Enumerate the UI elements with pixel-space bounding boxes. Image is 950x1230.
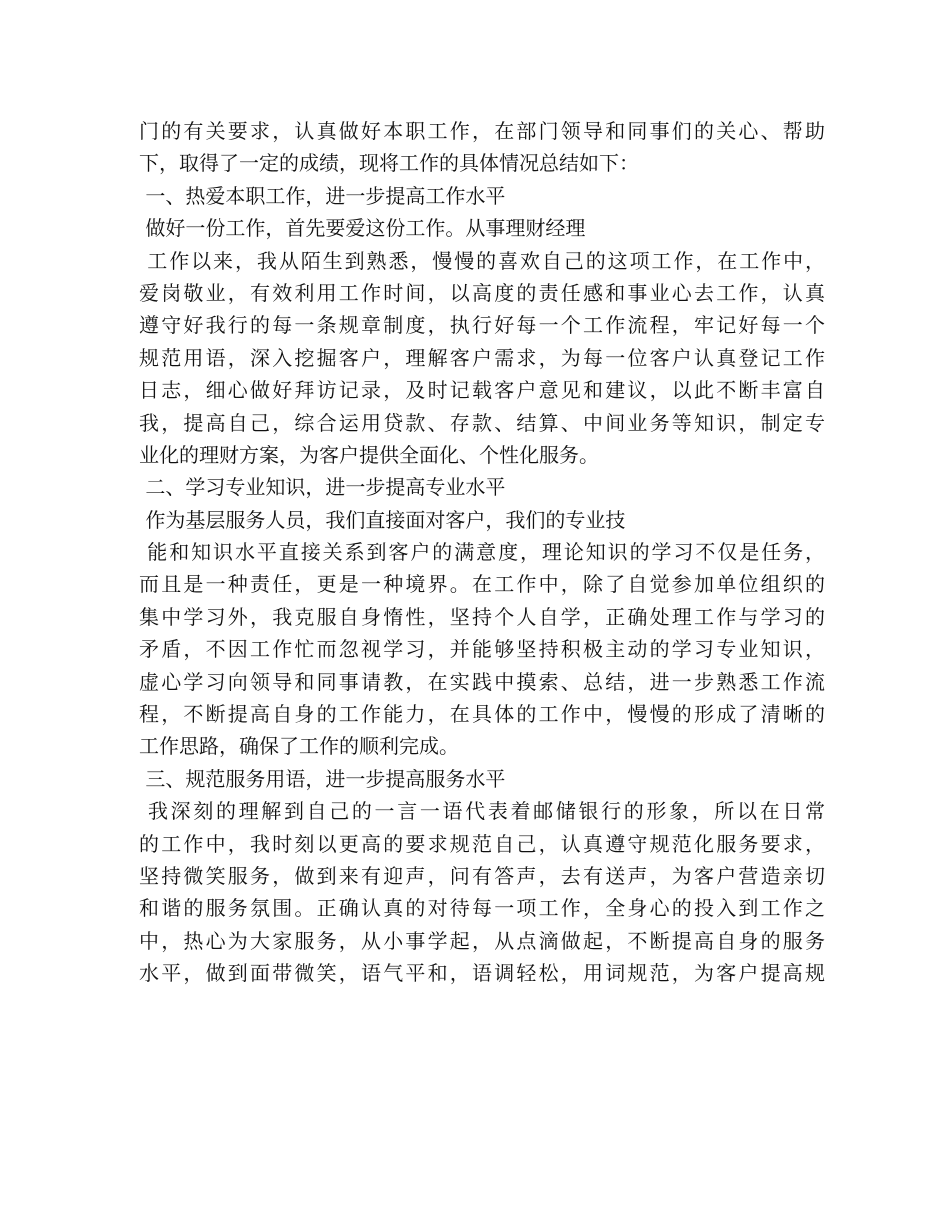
text-line: 规范用语，深入挖掘客户，理解客户需求，为每一位客户认真登记工作 (139, 345, 825, 370)
text-line: 能和知识水平直接关系到客户的满意度，理论知识的学习不仅是任务， (139, 540, 825, 565)
text-line: 矛盾，不因工作忙而忽视学习，并能够坚持积极主动的学习专业知识， (139, 637, 825, 662)
text-line: 虚心学习向领导和同事请教，在实践中摸索、总结，进一步熟悉工作流 (139, 669, 825, 694)
text-line: 日志，细心做好拜访记录，及时记载客户意见和建议，以此不断丰富自 (139, 378, 825, 403)
text-line: 水平，做到面带微笑，语气平和，语调轻松，用词规范，为客户提高规 (139, 961, 825, 986)
text-line: 工作思路，确保了工作的顺利完成。 (139, 734, 459, 759)
text-line: 程，不断提高自身的工作能力，在具体的工作中，慢慢的形成了清晰的 (139, 702, 825, 727)
section-heading: 二、学习专业知识，进一步提高专业水平 (139, 475, 506, 500)
text-line: 坚持微笑服务，做到来有迎声，问有答声，去有送声，为客户营造亲切 (139, 863, 825, 888)
text-line: 做好一份工作，首先要爱这份工作。从事理财经理 (139, 216, 586, 241)
text-line: 我，提高自己，综合运用贷款、存款、结算、中间业务等知识，制定专 (139, 410, 825, 435)
text-line: 业化的理财方案，为客户提供全面化、个性化服务。 (139, 442, 599, 467)
text-line: 而且是一种责任，更是一种境界。在工作中，除了自觉参加单位组织的 (139, 572, 825, 597)
text-line: 的工作中，我时刻以更高的要求规范自己，认真遵守规范化服务要求， (139, 831, 825, 856)
text-line: 我深刻的理解到自己的一言一语代表着邮储银行的形象，所以在日常 (139, 799, 825, 824)
text-line: 工作以来，我从陌生到熟悉，慢慢的喜欢自己的这项工作，在工作中， (139, 248, 825, 273)
text-line: 和谐的服务氛围。正确认真的对待每一项工作，全身心的投入到工作之 (139, 896, 825, 921)
text-line: 门的有关要求，认真做好本职工作，在部门领导和同事们的关心、帮助 (139, 119, 825, 143)
section-heading: 一、热爱本职工作，进一步提高工作水平 (139, 183, 506, 208)
section-heading: 三、规范服务用语，进一步提高服务水平 (139, 766, 506, 791)
text-line: 中，热心为大家服务，从小事学起，从点滴做起，不断提高自身的服务 (139, 928, 825, 953)
text-line: 集中学习外，我克服自身惰性，坚持个人自学，正确处理工作与学习的 (139, 604, 825, 629)
text-line: 下，取得了一定的成绩，现将工作的具体情况总结如下： (139, 151, 639, 176)
text-line: 遵守好我行的每一条规章制度，执行好每一个工作流程，牢记好每一个 (139, 313, 825, 338)
body-text (139, 115, 839, 990)
text-line: 爱岗敬业，有效利用工作时间，以高度的责任感和事业心去工作，认真 (139, 280, 825, 305)
text-line: 作为基层服务人员，我们直接面对客户，我们的专业技 (139, 507, 626, 532)
